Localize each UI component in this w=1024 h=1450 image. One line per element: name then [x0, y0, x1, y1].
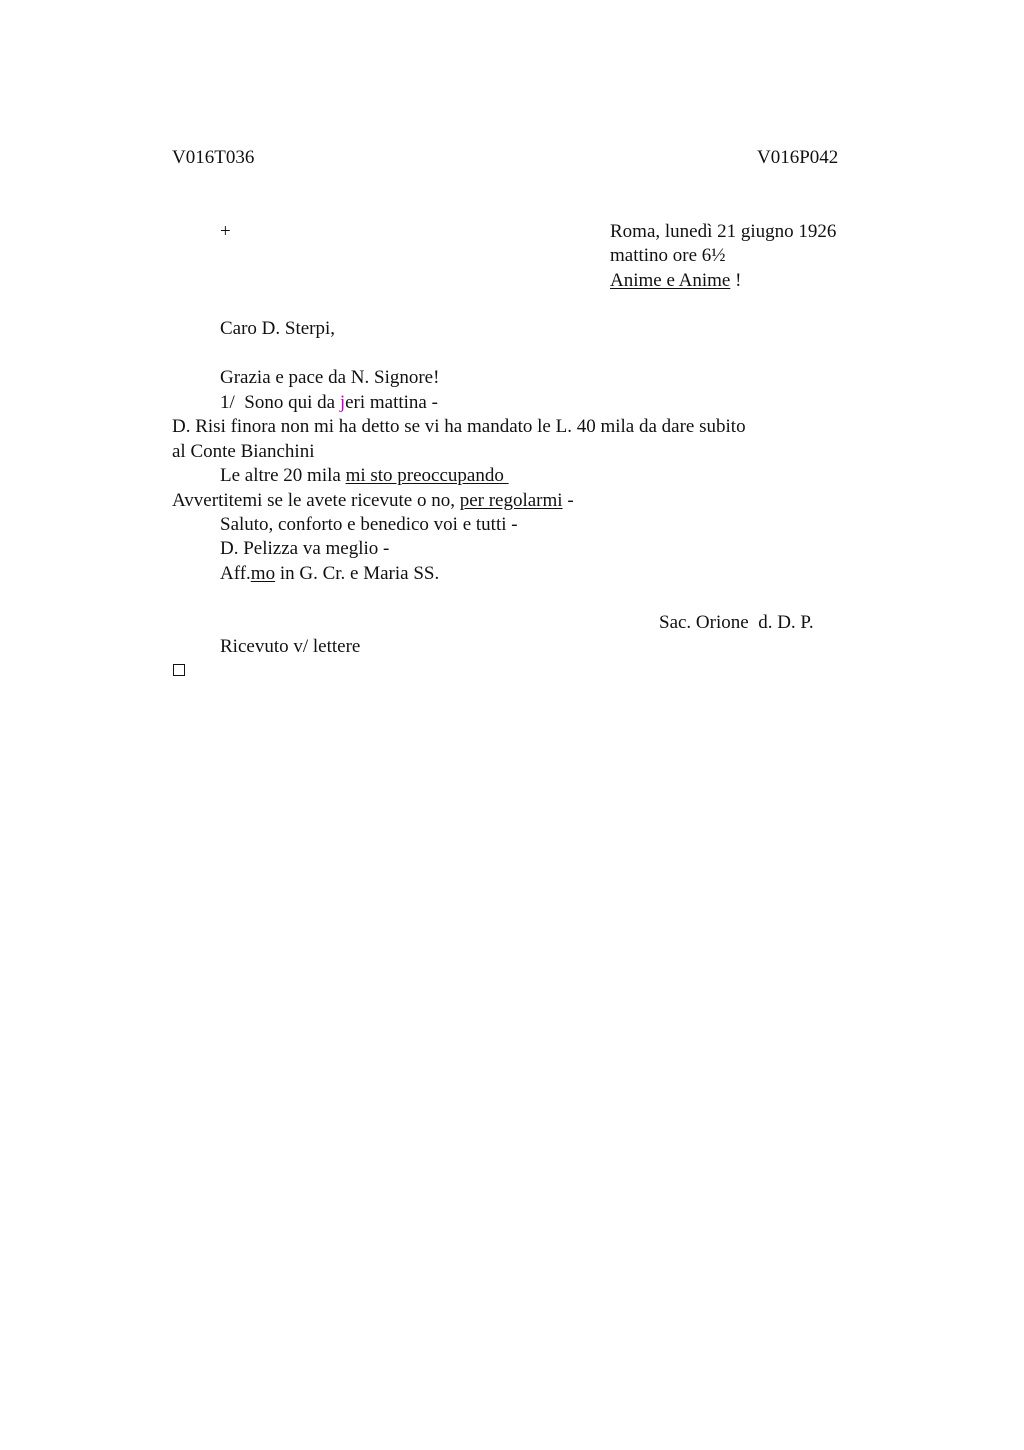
body-line-1 — [220, 391, 438, 415]
closing-line — [220, 562, 439, 586]
place-date: Roma, lunedì 21 giugno 1926 — [610, 221, 837, 242]
motto-text: Anime e Anime — [610, 270, 731, 291]
postscript: Ricevuto v/ lettere — [220, 636, 361, 657]
body-line-1-start: 1/ Sono qui da — [220, 392, 340, 413]
salutation: Caro D. Sterpi, — [220, 318, 336, 339]
motto-line — [610, 269, 741, 293]
body-line-6: Saluto, conforto e benedico voi e tutti - — [220, 514, 518, 535]
cross-mark: + — [220, 221, 231, 242]
closing-underlined: mo — [250, 563, 276, 584]
body-line-4-start: Le altre 20 mila — [220, 465, 346, 486]
body-line-5-start: Avvertitemi se le avete ricevute o no, — [172, 490, 460, 511]
body-line-3: al Conte Bianchini — [172, 441, 315, 462]
highlighted-letter: j — [339, 392, 346, 413]
header-left-code: V016T036 — [172, 147, 255, 168]
body-line-5-underlined: per regolarmi — [459, 490, 563, 511]
time-line: mattino ore 6½ — [610, 245, 726, 266]
body-line-1-end: eri mattina - — [345, 392, 438, 413]
end-square-icon — [173, 664, 185, 676]
body-line-4 — [220, 464, 509, 488]
signature: Sac. Orione d. D. P. — [659, 612, 814, 633]
body-line-7: D. Pelizza va meglio - — [220, 538, 390, 559]
motto-suffix: ! — [730, 270, 742, 291]
body-line-4-underlined: mi sto preoccupando — [345, 465, 509, 486]
body-line-5 — [172, 489, 574, 513]
body-line-5-end: - — [562, 490, 574, 511]
greeting: Grazia e pace da N. Signore! — [220, 367, 440, 388]
body-line-2: D. Risi finora non mi ha detto se vi ha mandato le L. 40 mila da dare subito — [172, 416, 746, 437]
closing-end: in G. Cr. e Maria SS. — [275, 563, 440, 584]
header-right-code: V016P042 — [757, 147, 839, 168]
closing-start: Aff. — [220, 563, 251, 584]
